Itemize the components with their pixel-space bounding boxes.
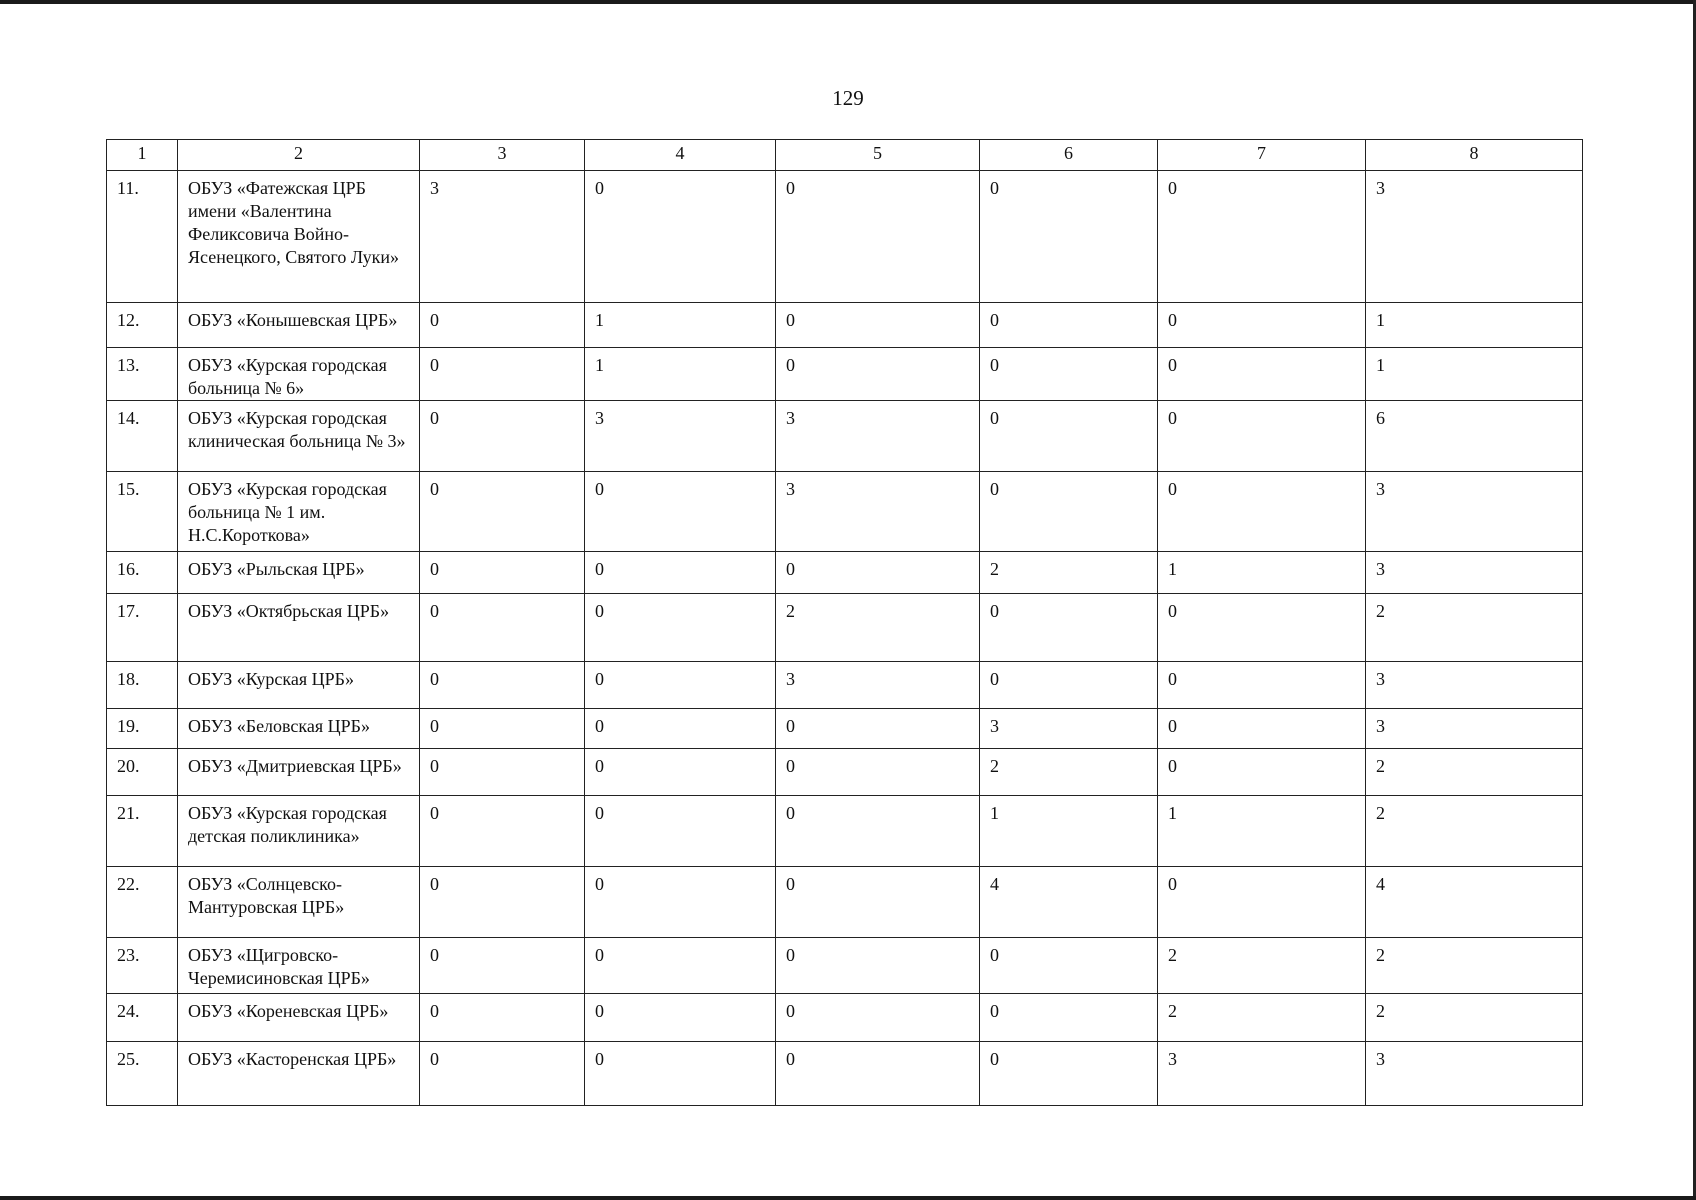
- col-8-value: 2: [1366, 796, 1583, 867]
- organization-name: ОБУЗ «Кореневская ЦРБ»: [178, 994, 420, 1042]
- row-number: 21.: [107, 796, 178, 867]
- col-8-value: 2: [1366, 994, 1583, 1042]
- data-table: [106, 139, 1583, 1106]
- col-8-value: 2: [1366, 749, 1583, 796]
- col-8-value: 3: [1366, 472, 1583, 552]
- col-header-4: 4: [585, 140, 776, 171]
- col-7-value: 0: [1158, 303, 1366, 348]
- col-3-value: 0: [420, 1042, 585, 1106]
- col-4-value: 0: [585, 171, 776, 303]
- col-4-value: 1: [585, 348, 776, 401]
- table-row: [107, 867, 1583, 938]
- col-5-value: 0: [776, 994, 980, 1042]
- col-4-value: 0: [585, 594, 776, 662]
- col-7-value: 0: [1158, 662, 1366, 709]
- col-4-value: 3: [585, 401, 776, 472]
- table-row: [107, 401, 1583, 472]
- organization-name: ОБУЗ «Октябрьская ЦРБ»: [178, 594, 420, 662]
- table-row: [107, 796, 1583, 867]
- table-row: [107, 171, 1583, 303]
- organization-name: ОБУЗ «Курская ЦРБ»: [178, 662, 420, 709]
- row-number: 17.: [107, 594, 178, 662]
- col-6-value: 2: [980, 749, 1158, 796]
- col-5-value: 0: [776, 709, 980, 749]
- table-header-row: [107, 140, 1583, 171]
- organization-name: ОБУЗ «Касторенская ЦРБ»: [178, 1042, 420, 1106]
- col-5-value: 0: [776, 303, 980, 348]
- col-5-value: 0: [776, 1042, 980, 1106]
- col-3-value: 0: [420, 303, 585, 348]
- col-8-value: 3: [1366, 552, 1583, 594]
- col-6-value: 0: [980, 303, 1158, 348]
- col-6-value: 0: [980, 938, 1158, 994]
- col-7-value: 0: [1158, 867, 1366, 938]
- col-3-value: 0: [420, 662, 585, 709]
- table-row: [107, 938, 1583, 994]
- col-4-value: 0: [585, 709, 776, 749]
- table-row: [107, 594, 1583, 662]
- col-8-value: 3: [1366, 171, 1583, 303]
- col-8-value: 3: [1366, 662, 1583, 709]
- col-header-5: 5: [776, 140, 980, 171]
- row-number: 14.: [107, 401, 178, 472]
- col-6-value: 0: [980, 401, 1158, 472]
- col-4-value: 1: [585, 303, 776, 348]
- col-4-value: 0: [585, 796, 776, 867]
- col-7-value: 3: [1158, 1042, 1366, 1106]
- col-4-value: 0: [585, 1042, 776, 1106]
- col-7-value: 1: [1158, 552, 1366, 594]
- table-body: [107, 171, 1583, 1106]
- col-8-value: 4: [1366, 867, 1583, 938]
- col-6-value: 0: [980, 994, 1158, 1042]
- col-7-value: 0: [1158, 401, 1366, 472]
- col-3-value: 0: [420, 709, 585, 749]
- organization-name: ОБУЗ «Дмитриевская ЦРБ»: [178, 749, 420, 796]
- col-header-6: 6: [980, 140, 1158, 171]
- row-number: 13.: [107, 348, 178, 401]
- col-8-value: 6: [1366, 401, 1583, 472]
- table-row: [107, 472, 1583, 552]
- col-3-value: 0: [420, 938, 585, 994]
- table-row: [107, 709, 1583, 749]
- table-row: [107, 303, 1583, 348]
- organization-name: ОБУЗ «Рыльская ЦРБ»: [178, 552, 420, 594]
- col-5-value: 3: [776, 401, 980, 472]
- col-7-value: 0: [1158, 709, 1366, 749]
- col-4-value: 0: [585, 749, 776, 796]
- col-7-value: 2: [1158, 938, 1366, 994]
- table-row: [107, 1042, 1583, 1106]
- col-6-value: 0: [980, 348, 1158, 401]
- col-5-value: 0: [776, 749, 980, 796]
- col-7-value: 1: [1158, 796, 1366, 867]
- row-number: 16.: [107, 552, 178, 594]
- row-number: 11.: [107, 171, 178, 303]
- col-8-value: 1: [1366, 303, 1583, 348]
- table-row: [107, 348, 1583, 401]
- organization-name: ОБУЗ «Беловская ЦРБ»: [178, 709, 420, 749]
- col-6-value: 2: [980, 552, 1158, 594]
- organization-name: ОБУЗ «Курская городская детская поликлиника»: [178, 796, 420, 867]
- col-5-value: 3: [776, 472, 980, 552]
- col-4-value: 0: [585, 662, 776, 709]
- col-5-value: 0: [776, 348, 980, 401]
- row-number: 19.: [107, 709, 178, 749]
- col-5-value: 0: [776, 171, 980, 303]
- organization-name: ОБУЗ «Конышевская ЦРБ»: [178, 303, 420, 348]
- col-4-value: 0: [585, 552, 776, 594]
- organization-name: ОБУЗ «Фатежская ЦРБ имени «Валентина Феликсовича Войно-Ясенецкого, Святого Луки»: [178, 171, 420, 303]
- col-8-value: 3: [1366, 709, 1583, 749]
- col-6-value: 1: [980, 796, 1158, 867]
- col-5-value: 3: [776, 662, 980, 709]
- col-header-3: 3: [420, 140, 585, 171]
- col-3-value: 0: [420, 401, 585, 472]
- row-number: 23.: [107, 938, 178, 994]
- col-8-value: 2: [1366, 594, 1583, 662]
- col-header-1: 1: [107, 140, 178, 171]
- col-header-2: 2: [178, 140, 420, 171]
- col-7-value: 2: [1158, 994, 1366, 1042]
- row-number: 22.: [107, 867, 178, 938]
- col-6-value: 0: [980, 662, 1158, 709]
- col-6-value: 0: [980, 594, 1158, 662]
- col-header-7: 7: [1158, 140, 1366, 171]
- col-3-value: 0: [420, 594, 585, 662]
- col-3-value: 0: [420, 749, 585, 796]
- organization-name: ОБУЗ «Солнцевско-Мантуровская ЦРБ»: [178, 867, 420, 938]
- col-5-value: 0: [776, 796, 980, 867]
- organization-name: ОБУЗ «Курская городская клиническая больница № 3»: [178, 401, 420, 472]
- row-number: 15.: [107, 472, 178, 552]
- table-row: [107, 552, 1583, 594]
- scan-border-top: [0, 0, 1696, 4]
- organization-name: ОБУЗ «Щигровско-Черемисиновская ЦРБ»: [178, 938, 420, 994]
- organization-name: ОБУЗ «Курская городская больница № 1 им. Н.С.Короткова»: [178, 472, 420, 552]
- col-header-8: 8: [1366, 140, 1583, 171]
- col-4-value: 0: [585, 994, 776, 1042]
- col-6-value: 0: [980, 171, 1158, 303]
- col-5-value: 0: [776, 938, 980, 994]
- col-8-value: 3: [1366, 1042, 1583, 1106]
- col-4-value: 0: [585, 867, 776, 938]
- col-6-value: 0: [980, 472, 1158, 552]
- table-row: [107, 662, 1583, 709]
- row-number: 12.: [107, 303, 178, 348]
- scan-border-bottom: [0, 1196, 1696, 1200]
- col-4-value: 0: [585, 472, 776, 552]
- row-number: 18.: [107, 662, 178, 709]
- row-number: 24.: [107, 994, 178, 1042]
- col-6-value: 0: [980, 1042, 1158, 1106]
- col-8-value: 1: [1366, 348, 1583, 401]
- col-5-value: 0: [776, 867, 980, 938]
- col-4-value: 0: [585, 938, 776, 994]
- col-5-value: 2: [776, 594, 980, 662]
- col-5-value: 0: [776, 552, 980, 594]
- table-row: [107, 749, 1583, 796]
- col-7-value: 0: [1158, 348, 1366, 401]
- col-7-value: 0: [1158, 749, 1366, 796]
- col-3-value: 0: [420, 867, 585, 938]
- table-row: [107, 994, 1583, 1042]
- organization-name: ОБУЗ «Курская городская больница № 6»: [178, 348, 420, 401]
- col-3-value: 0: [420, 994, 585, 1042]
- col-8-value: 2: [1366, 938, 1583, 994]
- col-7-value: 0: [1158, 472, 1366, 552]
- col-7-value: 0: [1158, 171, 1366, 303]
- col-3-value: 0: [420, 472, 585, 552]
- col-3-value: 3: [420, 171, 585, 303]
- col-3-value: 0: [420, 552, 585, 594]
- row-number: 20.: [107, 749, 178, 796]
- col-6-value: 4: [980, 867, 1158, 938]
- col-6-value: 3: [980, 709, 1158, 749]
- row-number: 25.: [107, 1042, 178, 1106]
- col-3-value: 0: [420, 348, 585, 401]
- page-number: 129: [832, 86, 864, 110]
- col-3-value: 0: [420, 796, 585, 867]
- col-7-value: 0: [1158, 594, 1366, 662]
